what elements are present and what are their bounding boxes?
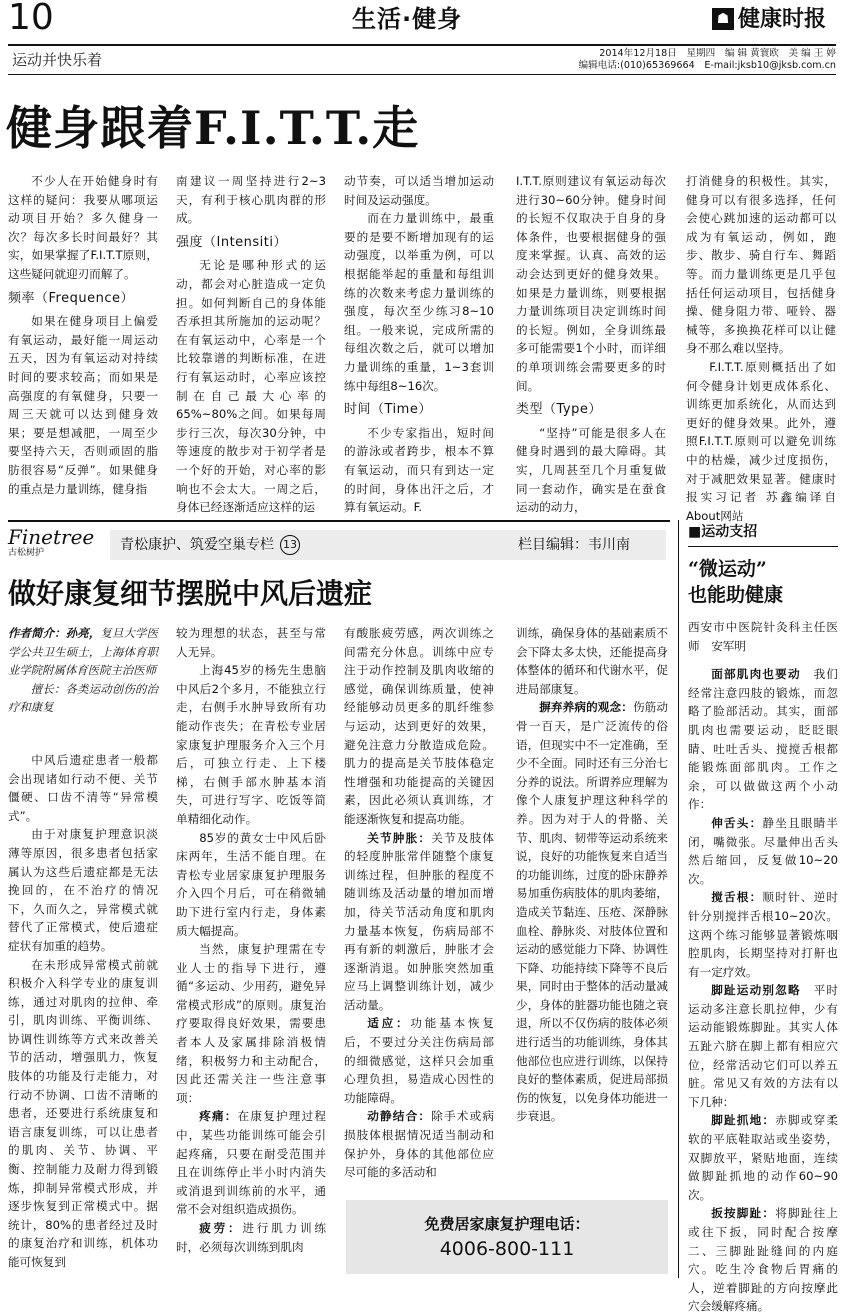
- sidebar-section-label: ■运动支招: [688, 524, 758, 540]
- inline-text: 将脚趾往上或往下扳，同时配合按摩二、三脚趾趾缝间的内庭穴。吃生冷食物后胃痛的人，逆着脚趾的方向按摩此穴会缓解疼痛。: [688, 1206, 838, 1314]
- inline-label: 疼痛：: [199, 1109, 238, 1124]
- paragraph-concept: [516, 698, 668, 1126]
- article2-title: 做好康复细节摆脱中风后遗症: [8, 577, 373, 610]
- sidebar-paragraph: [688, 814, 838, 888]
- inline-label: 搅舌根：: [711, 890, 763, 905]
- page-header: [0, 0, 844, 78]
- paragraph-balance: [344, 1107, 494, 1181]
- paragraph: 无论是哪种形式的运动，都会对心脏造成一定负担。如何判断自己的身体能否承担其所施加的运动呢？在有氧运动中，心率是一个比较靠谱的判断标准，在进行有氧运动时，心率应该控制在自己最大心率的65%~80%之间。如果每周步行三次，每次30分钟，中等速度的散步对于初学者是一个好的开始，对心率的影响也不会太大。一周之后，身体已经逐渐适应这样的运: [176, 258, 326, 515]
- article1-title: 健身跟着F.I.T.T.走: [6, 101, 420, 155]
- paragraph: F.I.T.T.原则概括出了如何令健身计划更成体系化、训练更加系统化，从而达到更好的健身效果。此外，遵照F.I.T.T.原则可以避免训练中的枯燥，减少过度损伤，对于减肥效果显著。健康时报实习记者 苏鑫编译自About网站: [686, 359, 836, 523]
- paragraph: 当然，康复护理需在专业人士的指导下进行，遵循“多运动、少用药，避免异常模式形成”的原则。康复治疗要取得良好效果，需要患者本人及家属排除消极情绪，积极努力和主动配合，因此还需关注一些注意事项：: [176, 942, 326, 1105]
- sidebar-paragraph: [688, 888, 838, 981]
- paragraph: 有酸胀疲劳感，两次训练之间需充分休息。训练中应专注于动作控制及肌肉收缩的感觉，确保训练质量，使神经能够动员更多的肌纤维参与运动，达到更好的效果，避免注意力分散造成危险。肌力的提高是关节肢体稳定性增强和功能提高的关键因素，因此必须认真训练，才能逐渐恢复和提高功能。: [344, 626, 494, 826]
- edition-meta: [560, 48, 836, 72]
- paragraph: I.T.T.原则建议有氧运动每次进行30~60分钟。健身时间的长短不仅取决于自身的身体条件，也要根据健身的强度来掌握。认真、高效的运动会达到更好的健身效果。如果是力量训练，则要根据力量训练项目决定训练时间的长短。例如，全身训练最多可能需要1个小时，而详细的单项训练会需要更多的时间。: [516, 174, 666, 393]
- paragraph: 不少专家指出，短时间的游泳或者跨步，根本不算有氧运动，而只有到达一定的时间，身体出汗之后，才算有氧运动。F.: [344, 425, 494, 515]
- sidebar-paragraph: [688, 665, 838, 814]
- header-rule-bottom: [8, 74, 836, 75]
- sidebar: [688, 520, 838, 1314]
- paragraph-swelling: [344, 829, 494, 1015]
- sidebar-paragraph: [688, 1111, 838, 1204]
- column-banner: [8, 520, 670, 570]
- sidebar-title: [688, 556, 838, 608]
- meta-contact: 编辑电话:(010)65369664 E-mail:jksb10@jksb.com.cn: [578, 60, 836, 71]
- inline-label: 脚趾抓地：: [711, 1113, 776, 1128]
- author-bio: 复旦大学医学公共卫生硕士，上海体育职业学院附属体育医院主治医师: [8, 626, 158, 678]
- sidebar-title-line1: “微运动”: [688, 558, 767, 580]
- subhead-frequence: 频率（Frequence）: [8, 290, 134, 306]
- inline-label: 摒弃养病的观念：: [539, 700, 633, 715]
- logo-text: 健康时报: [738, 6, 827, 32]
- article1-col2: [176, 172, 326, 515]
- subhead-type: 类型（Type）: [516, 402, 602, 418]
- article2-col1: [8, 624, 158, 1278]
- paragraph: “坚持”可能是很多人在健身时遇到的最大障碍。其实，几周甚至几个月重复做同一套动作，确实是在蚕食运动的动力，: [516, 425, 666, 515]
- paragraph: 打消健身的积极性。其实，健身可以有很多选择，任何会使心跳加速的运动都可以成为有氧运动，例如，跑步、散步、骑自行车、舞蹈等。而力量训练更是几乎包括任何运动项目，包括健身操、健身阻力带、哑铃、器械等，多换换花样可以让健身不那么难以坚持。: [686, 174, 836, 356]
- article1-col3: [344, 172, 494, 515]
- brand-logo: [8, 526, 108, 559]
- paragraph: 训练，确保身体的基础素质不会下降太多太快，还能提高身体整体的循环和代谢水平，促进局部康复。: [516, 626, 668, 696]
- article1-col5: [686, 172, 836, 523]
- hotline-number: 4006-800-111: [439, 1238, 575, 1260]
- inline-label: 疲劳：: [199, 1221, 243, 1235]
- author-specialty: 擅长：各类运动创伤的治疗和康复: [8, 681, 158, 715]
- inline-text: 伤筋动骨一百天，是广泛流传的俗语，但现实中不一定准确，至少不全面。同时还有三分治七分养的说法。所谓养应理解为像个人康复护理这种科学的养。因为对于人的骨骼、关节、肌肉、韧带等运动系统来说，良好的功能恢复来自适当的功能训练，过度的卧床静养易加重伤病肢体的肌肉萎缩，造成关节黏连、压疮、深静脉血栓、静脉炎、对肢体位置和运动的感觉能力下降、协调性下降、功能持续下降等不良后果，同时由于整体的活动量减少，身体的脏器功能也随之衰退，所以不仅伤病的肢体必须进行适当的功能训练，身体其他部位也应进行训练，以保持良好的整体素质，促进局部损伤的恢复，以免身体功能进一步衰退。: [516, 700, 668, 1124]
- paragraph: 南建议一周坚持进行2~3天，有利于核心肌肉群的形成。: [176, 174, 326, 226]
- article2-col2: [176, 624, 326, 1278]
- author-label: 作者简介：孙亮，: [8, 626, 101, 640]
- subsection-label: 运动并快乐着: [12, 51, 103, 69]
- paragraph: 如果在健身项目上偏爱有氧运动，最好能一周运动五天，因为有氧运动对持续时间的要求较高；而如果是高强度的有氧健身，只要一周三天就可以达到健身效果；要是想减肥，一周至少要坚持六天，否则顽固的脂肪很容易“反弹”。如果健身的重点是力量训练，健身指: [8, 314, 158, 496]
- article2-col4: [516, 624, 668, 1198]
- sidebar-subhead: 面部肌肉也要动: [711, 667, 801, 682]
- inline-text: 进行肌力训练时，必须每次训练到肌肉: [176, 1221, 326, 1254]
- column-title: [120, 534, 300, 556]
- column-editor: 栏目编辑：韦川南: [518, 537, 630, 553]
- newspaper-logo: [712, 6, 826, 32]
- inline-text: 关节及肢体的轻度肿胀常伴随整个康复训练过程，但肿胀的程度不随训练及活动量的增加而增加，待关节活动角度和肌肉力量基本恢复，伤病局部不再有新的刺激后，肿胀才会逐渐消退。如肿胀突然加重应马上调整训练计划，减少活动量。: [344, 830, 494, 1012]
- hotline-box: [346, 1200, 668, 1274]
- meta-date-editor: 2014年12月18日 星期四 编 辑 黄寰欧 美 编 王 婷: [599, 48, 836, 59]
- paragraph-pain: [176, 1107, 326, 1219]
- inline-label: 关节肿胀：: [367, 830, 432, 845]
- sidebar-divider: [678, 520, 679, 1278]
- sidebar-body: [688, 618, 838, 1314]
- paragraph: 动节奏，可以适当增加运动时间及运动强度。: [344, 174, 494, 207]
- author-box: [8, 624, 158, 717]
- inline-label: 动静结合：: [367, 1109, 432, 1124]
- inline-text: 除手术或病损肢体根据情况适当制动和保护外，身体的其他部位应尽可能的多活动和: [344, 1109, 494, 1180]
- sidebar-author: 西安市中医院针灸科主任医师 安军明: [688, 620, 838, 653]
- section-title: 生活·健身: [352, 5, 463, 33]
- sidebar-rule: [688, 546, 838, 547]
- sidebar-paragraph: [688, 1204, 838, 1316]
- issue-number-badge: 13: [280, 535, 300, 555]
- article1-col1: [8, 172, 158, 512]
- inline-text: 平时运动多注意长肌拉伸，少有运动能锻炼脚趾。其实人体五趾六脐在脚上都有相应穴位，经常活动它们可以养五脏。常见又有效的方法有以下几种：: [688, 983, 838, 1109]
- inline-text: 在康复护理过程中，某些功能训练可能会引起疼痛，只要在耐受范围并且在训练停止半小时内消失或消退到训练前的水平，通常不会对组织造成损伤。: [176, 1109, 326, 1217]
- inline-label: 扳按脚趾：: [711, 1206, 776, 1221]
- sidebar-subhead: 脚趾运动别忽略: [711, 983, 801, 998]
- subhead-intensity: 强度（Intensiti）: [176, 234, 288, 250]
- brand-name: Finetree: [8, 525, 95, 549]
- paragraph: 上海45岁的杨先生患脑中风后2个多月，不能独立行走，右侧手水肿导致所有功能动作丧失；在青松专业居家康复护理服务介入三个月后，可独立行走、上下楼梯，右侧手部水肿基本消失，可进行写字、吃饭等简单精细化动作。: [176, 663, 326, 826]
- banner-rule-top: [8, 520, 670, 522]
- inline-label: 伸舌头：: [711, 815, 763, 830]
- inline-text: 功能基本恢复后，不要过分关注伤病局部的细微感觉，这样只会加重心理负担，易造成心因性的功能障碍。: [344, 1016, 494, 1105]
- inline-text: 顺时针、逆时针分别搅拌舌根10~20次。这两个练习能够显著锻炼咽腔肌肉，长期坚持对打鼾也有一定疗效。: [688, 890, 838, 979]
- inline-text: 我们经常注意四肢的锻炼，而忽略了脸部活动。其实，面部肌肉也需要运动，眨眨眼睛、吐吐舌头、搅搅舌根都能锻炼面部肌肉。工作之余，可以做做这两个小动作：: [688, 667, 838, 812]
- paragraph: 中风后遗症患者一般都会出现诸如行动不便、关节僵硬、口齿不清等“异常模式”。: [8, 752, 158, 823]
- inline-label: 适应：: [367, 1016, 411, 1031]
- paragraph: 在未形成异常模式前就积极介入科学专业的康复训练，通过对肌肉的拉伸、牵引，肌肉训练、平衡训练、协调性训练等方式来改善关节的活动，增强肌力，恢复肢体的功能及行走能力，对行动不协调、口齿不清晰的患者，还要进行系统康复和语言康复训练，可以让患者的肌肉、关节、协调、平衡、控制能力及耐力得到锻炼，抑制异常模式形成，并逐步恢复到正常模式中。据统计，80%的患者经过及时的康复治疗和训练，机体功能可恢复到: [8, 957, 158, 1269]
- hotline-label: 免费居家康复护理电话：: [424, 1215, 590, 1233]
- article1-col4: [516, 172, 666, 515]
- paragraph: 而在力量训练中，最重要的是要不断增加现有的运动强度，以举重为例，可以根据能举起的重量和每组训练的次数来考虑力量训练的强度，每次至少练习8~10组。一般来说，完成所需的每组次数之后，就可以增加力量训练的重量，1~3套训练中每组8~16次。: [344, 211, 494, 393]
- inline-text: 赤脚或穿柔软的平底鞋取站或坐姿势，双脚放平，紧贴地面，连续做脚趾抓地的动作60~90次。: [688, 1113, 838, 1202]
- paragraph: 不少人在开始健身时有这样的疑问：我要从哪项运动项目开始？多久健身一次？每次多长时间最好？其实，如果掌握了F.I.T.T原则，这些疑问就迎刃而解了。: [8, 174, 158, 281]
- paragraph-adapt: [344, 1014, 494, 1107]
- paragraph-fatigue: [176, 1219, 326, 1256]
- inline-text: 静坐且眼睛半闭，嘴微张。尽量伸出舌头然后缩回，反复做10~20次。: [688, 815, 838, 886]
- paragraph: 85岁的黄女士中风后卧床两年，生活不能自理。在青松专业居家康复护理服务介入四个月后，可在稍微辅助下进行室内行走，身体素质大幅提高。: [176, 830, 326, 938]
- paragraph: 较为理想的状态，甚至与常人无异。: [176, 626, 326, 659]
- column-title-text: 青松康护、筑爱空巢专栏: [120, 537, 274, 553]
- article2-col3: [344, 624, 494, 1198]
- page-number: 10: [8, 0, 54, 38]
- logo-mark-icon: ☗: [712, 8, 734, 30]
- subhead-time: 时间（Time）: [344, 402, 432, 418]
- sidebar-title-line2: 也能助健康: [688, 584, 784, 606]
- sidebar-paragraph: [688, 981, 838, 1111]
- brand-name-cn: 古松树护: [8, 548, 45, 558]
- paragraph: 由于对康复护理意识淡薄等原因，很多患者包括家属认为这些后遗症都是无法挽回的，在不治疗的情况下，久而久之，异常模式就替代了正常模式，使后遗症症状有加重的趋势。: [8, 827, 158, 953]
- header-rule: [8, 44, 836, 46]
